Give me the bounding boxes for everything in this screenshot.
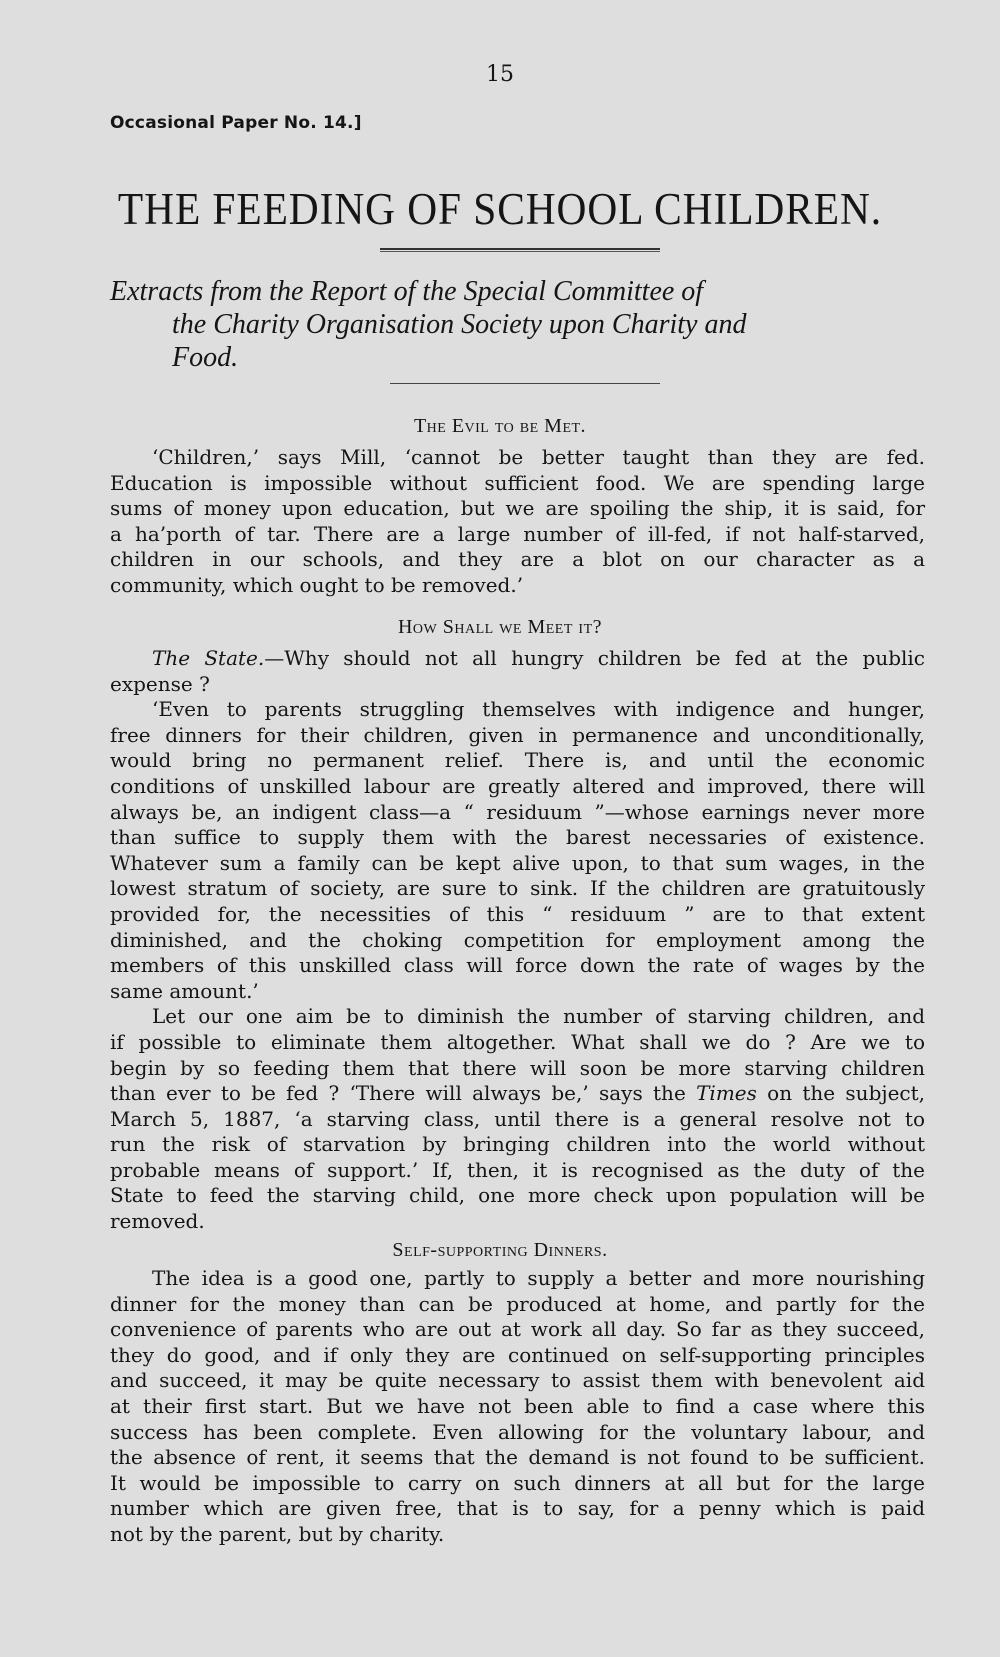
meet-line: lowest stratum of society, are sure to sink. If the children are gratuitously bbox=[110, 876, 925, 901]
meet-line: State to feed the starving child, one more check upon population will be bbox=[110, 1183, 925, 1208]
meet-line: begin by so feeding them that there will soon be more starving children bbox=[110, 1055, 925, 1080]
meet-line: expense ? bbox=[110, 671, 210, 696]
meet-line: Let our one aim be to diminish the number of starving children, and bbox=[152, 1004, 925, 1029]
dinners-line: the absence of rent, it seems that the demand is not found to be sufficient. bbox=[110, 1445, 925, 1470]
meet-line: removed. bbox=[110, 1209, 205, 1234]
dinners-line: number which are given free, that is to say, for a penny which is paid bbox=[110, 1496, 925, 1521]
the-state-label: The State. bbox=[152, 646, 265, 670]
heading-how-shall-we-meet-it: How Shall we Meet it? bbox=[397, 616, 602, 638]
meet-line: Whatever sum a family can be kept alive upon, to that sum wages, in the bbox=[110, 850, 925, 875]
dinners-section-text bbox=[110, 1266, 925, 1548]
meet-line: free dinners for their children, given in permanence and unconditionally, bbox=[110, 722, 925, 747]
meet-section-text bbox=[110, 646, 925, 1235]
main-title: THE FEEDING OF SCHOOL CHILDREN. bbox=[117, 184, 883, 234]
occasional-paper-label: Occasional Paper No. 14.] bbox=[110, 113, 362, 133]
subtitle-line-1: Extracts from the Report of the Special Committee of bbox=[110, 276, 704, 307]
evil-line: a ha’porth of tar. There are a large number of ill-fed, if not half-starved, bbox=[110, 521, 925, 546]
meet-line: diminished, and the choking competition for employment among the bbox=[110, 927, 925, 952]
subtitle-line-3: Food. bbox=[172, 342, 239, 373]
dinners-line: at their first start. But we have not been able to find a case where this bbox=[110, 1393, 925, 1418]
meet-line: always be, an indigent class—a “ residuum ”—whose earnings never more bbox=[110, 799, 925, 824]
subtitle-line-2: the Charity Organisation Society upon Charity and bbox=[172, 309, 747, 340]
dinners-line: and succeed, it may be quite necessary to assist them with benevolent aid bbox=[110, 1368, 925, 1393]
dinners-line: convenience of parents who are out at work all day. So far as they succeed, bbox=[110, 1317, 925, 1342]
meet-line: if possible to eliminate them altogether. What shall we do ? Are we to bbox=[110, 1029, 925, 1054]
times-newspaper-name: Times bbox=[696, 1081, 757, 1106]
state-question-line bbox=[110, 646, 925, 672]
meet-line: same amount.’ bbox=[110, 978, 259, 1003]
state-question-tail: —Why should not all hungry children be fed at the public bbox=[264, 646, 925, 670]
meet-line: conditions of unskilled labour are greatly altered and improved, there will bbox=[110, 773, 925, 798]
meet-line: ‘Even to parents struggling themselves with indigence and hunger, bbox=[152, 697, 925, 722]
evil-line: community, which ought to be removed.’ bbox=[110, 572, 524, 597]
evil-line: sums of money upon education, but we are spoiling the ship, it is said, for bbox=[110, 496, 925, 521]
evil-section-text bbox=[110, 445, 925, 599]
meet-line: provided for, the necessities of this “ residuum ” are to that extent bbox=[110, 901, 925, 926]
dinners-line: they do good, and if only they are continued on self-supporting principles bbox=[110, 1342, 925, 1367]
times-citation-line bbox=[110, 1081, 925, 1107]
dinners-line: It would be impossible to carry on such dinners at all but for the large bbox=[110, 1470, 925, 1495]
evil-line: Education is impossible without sufficient food. We are spending large bbox=[110, 470, 925, 495]
meet-line: run the risk of starvation by bringing children into the world without bbox=[110, 1132, 925, 1157]
heading-self-supporting-dinners: Self-supporting Dinners. bbox=[392, 1239, 608, 1261]
dinners-line: dinner for the money than can be produced at home, and partly for the bbox=[110, 1291, 925, 1316]
meet-line: would bring no permanent relief. There is, and until the economic bbox=[110, 748, 925, 773]
dinners-line: not by the parent, but by charity. bbox=[110, 1521, 445, 1546]
meet-line: March 5, 1887, ‘a starving class, until there is a general resolve not to bbox=[110, 1106, 925, 1131]
evil-line: children in our schools, and they are a blot on our character as a bbox=[110, 547, 925, 572]
title-rule bbox=[380, 248, 660, 252]
meet-line: than suffice to supply them with the barest necessaries of existence. bbox=[110, 825, 925, 850]
dinners-line: success has been complete. Even allowing for the voluntary labour, and bbox=[110, 1419, 925, 1444]
evil-line: ‘Children,’ says Mill, ‘cannot be better taught than they are fed. bbox=[152, 445, 925, 469]
subtitle-rule bbox=[390, 383, 660, 384]
times-citation-start: than ever to be fed ? ‘There will always be,’ says the bbox=[110, 1081, 686, 1106]
meet-line: members of this unskilled class will force down the rate of wages by the bbox=[110, 953, 925, 978]
page-number: 15 bbox=[486, 62, 514, 87]
times-citation-tail: on the subject, bbox=[756, 1081, 926, 1106]
heading-evil-to-be-met: The Evil to be Met. bbox=[413, 415, 587, 437]
extracts-subtitle bbox=[110, 275, 925, 374]
dinners-line: The idea is a good one, partly to supply a better and more nourishing bbox=[152, 1266, 925, 1290]
meet-line: probable means of support.’ If, then, it is recognised as the duty of the bbox=[110, 1157, 925, 1182]
